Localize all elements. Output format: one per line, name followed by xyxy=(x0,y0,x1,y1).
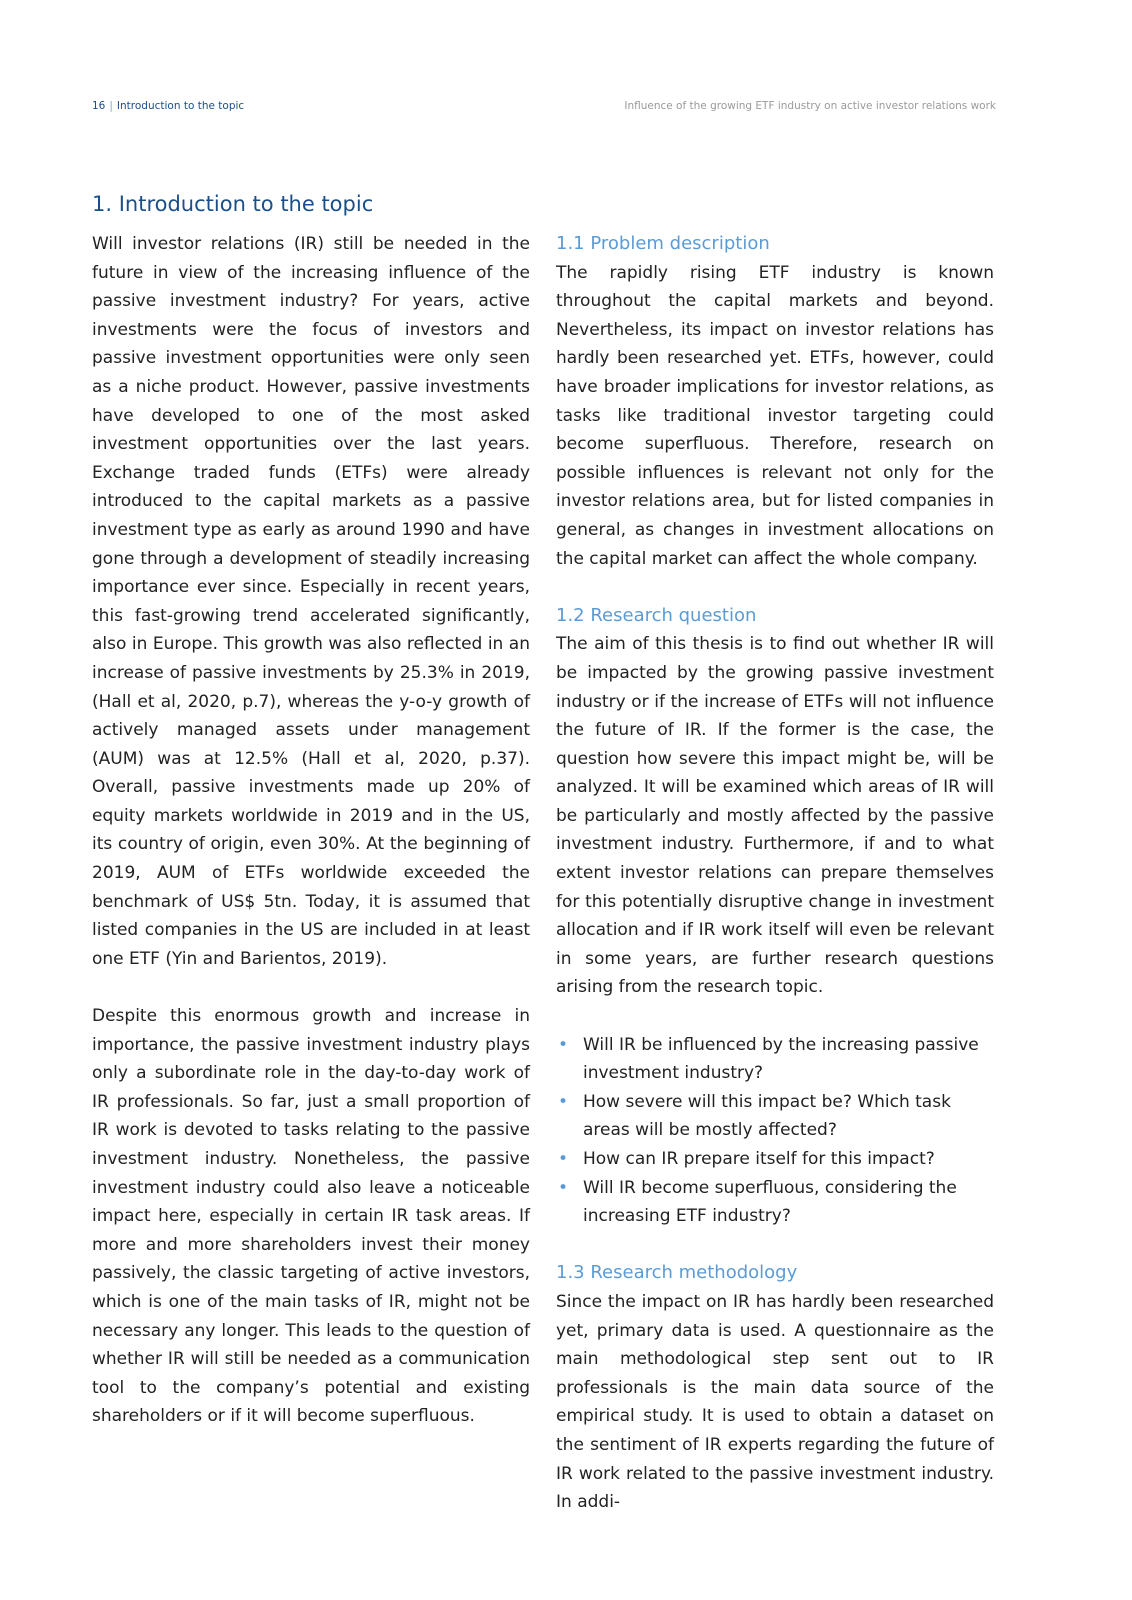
page-number: 16 xyxy=(92,100,106,112)
problem-description-heading: 1.1 Problem description xyxy=(556,233,770,254)
bullet-icon: • xyxy=(558,1177,569,1198)
header-left xyxy=(92,99,244,113)
list-item-text: How severe will this impact be? Which task areas will be mostly affected? xyxy=(583,1091,951,1141)
list-item-text: Will IR become superfluous, considering the increasing ETF industry? xyxy=(583,1177,957,1227)
list-item xyxy=(556,1145,994,1174)
intro-paragraph-1: Will investor relations (IR) still be needed in the future in view of the increasing influence of the passive investment industry? For years, active investments were the focus of investors and passive investment opportunities were only seen as a niche product. However, passive investments have developed to one of the most asked investment opportunities over the last years. Exchange traded funds (ETFs) were already introduced to the capital markets as a passive investment type as early as around 1990 and have gone through a development of steadily increasing importance ever since. Especially in recent years, this fast-growing trend accelerated significantly, also in Europe. This growth was also reflected in an increase of passive investments by 25.3% in 2019, (Hall et al, 2020, p.7), whereas the y-o-y growth of actively managed assets under management (AUM) was at 12.5% (Hall et al, 2020, p.37). Overall, passive investments made up 20% of equity markets worldwide in 2019 and in the US, its country of origin, even 30%. At the beginning of 2019, AUM of ETFs worldwide exceeded the benchmark of US$ 5tn. Today, it is assumed that listed companies in the US are included in at least one ETF (Yin and Barientos, 2019). xyxy=(92,234,530,969)
left-column xyxy=(92,230,530,1431)
list-item-text: Will IR be influenced by the increasing passive investment industry? xyxy=(583,1034,979,1084)
header-document-title: Influence of the growing ETF industry on active investor relations work xyxy=(624,100,996,112)
bullet-icon: • xyxy=(558,1034,569,1055)
chapter-title: 1. Introduction to the topic xyxy=(92,192,374,216)
research-question-section xyxy=(556,602,994,1231)
list-item-text: How can IR prepare itself for this impact? xyxy=(583,1149,935,1169)
header-section-name: Introduction to the topic xyxy=(116,100,245,112)
research-methodology-heading: 1.3 Research methodology xyxy=(556,1262,798,1284)
research-question-heading: 1.2 Research question xyxy=(556,604,757,626)
research-methodology-section xyxy=(556,1259,994,1516)
right-column xyxy=(556,230,994,1517)
intro-paragraph-2: Despite this enormous growth and increase in importance, the passive investment industry plays only a subordinate role in the day-to-day work of IR professionals. So far, just a small proportion of IR work is devoted to tasks relating to the passive investment industry. Nonetheless, the passive investment industry could also leave a noticeable impact here, especially in certain IR task areas. If more and more shareholders invest their money passively, the classic targeting of active investors, which is one of the main tasks of IR, might not be necessary any longer. This leads to the question of whether IR will still be needed as a communication tool to the company’s potential and existing shareholders or if it will become superfluous. xyxy=(92,1006,530,1427)
research-question-text: The aim of this thesis is to find out whether IR will be impacted by the growing passive investment industry or if the increase of ETFs will not influence the future of IR. If the former is the case, the question how severe this impact might be, will be analyzed. It will be examined which areas of IR will be particularly and mostly affected by the passive investment industry. Furthermore, if and to what extent investor relations can prepare themselves for this potentially disruptive change in investment allocation and if IR work itself will even be relevant in some years, are further research questions arising from the research topic. xyxy=(556,634,994,998)
bullet-icon: • xyxy=(558,1091,569,1112)
bullet-icon: • xyxy=(558,1149,569,1169)
list-item xyxy=(556,1174,994,1231)
running-header xyxy=(92,99,996,113)
research-questions-list xyxy=(556,1031,994,1231)
header-separator: | xyxy=(109,100,113,112)
research-methodology-text: Since the impact on IR has hardly been researched yet, primary data is used. A questionnaire as the main methodological step sent out to IR professionals is the main data source of the empirical study. It is used to obtain a dataset on the sentiment of IR experts regarding the future of IR work related to the passive investment industry. In addi- xyxy=(556,1291,994,1513)
list-item xyxy=(556,1088,994,1145)
list-item xyxy=(556,1031,994,1088)
problem-description-section xyxy=(556,230,994,573)
problem-description-text: The rapidly rising ETF industry is known throughout the capital markets and beyond. Nevertheless, its impact on investor relations has hardly been researched yet. ETFs, however, could have broader implications for investor relations, as tasks like traditional investor targeting could become superfluous. Therefore, research on possible influences is relevant not only for the investor relations area, but for listed companies in general, as changes in investment allocations on the capital market can affect the whole company. xyxy=(556,262,994,569)
